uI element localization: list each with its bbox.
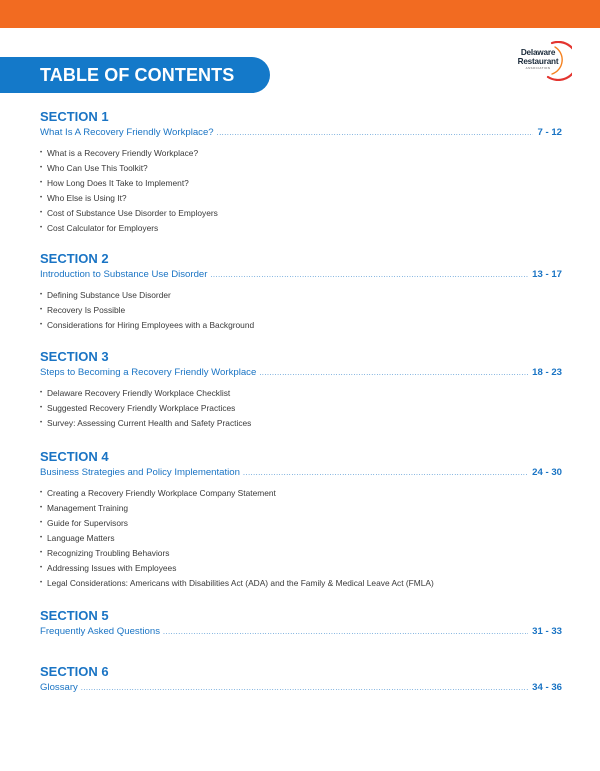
- section-heading: SECTION 2: [40, 251, 109, 266]
- dot-leader: [243, 470, 528, 477]
- list-item: • Suggested Recovery Friendly Workplace Practices: [40, 401, 562, 416]
- section-3: [40, 349, 562, 431]
- toc-entry-pages: 31 - 33: [532, 626, 562, 637]
- list-item: • Addressing Issues with Employees: [40, 561, 562, 576]
- toc-entry-title: Introduction to Substance Use Disorder: [40, 269, 208, 280]
- list-item: • What is a Recovery Friendly Workplace?: [40, 146, 562, 161]
- toc-entry-pages: 24 - 30: [532, 467, 562, 478]
- section-1: [40, 109, 562, 236]
- toc-entry-pages: 13 - 17: [532, 269, 562, 280]
- list-item: • Management Training: [40, 501, 562, 516]
- subtopic-list: [40, 386, 562, 431]
- list-item: • Guide for Supervisors: [40, 516, 562, 531]
- toc-entry-section-4[interactable]: [40, 467, 562, 483]
- logo-text-line1: Delaware: [520, 48, 556, 57]
- list-item: • Who Else is Using It?: [40, 191, 562, 206]
- section-heading: SECTION 1: [40, 109, 109, 124]
- subtopic-list: [40, 146, 562, 236]
- dot-leader: [163, 629, 528, 636]
- list-item: • Defining Substance Use Disorder: [40, 288, 562, 303]
- list-item: • Survey: Assessing Current Health and Safety Practices: [40, 416, 562, 431]
- toc-entry-pages: 7 - 12: [537, 127, 562, 138]
- toc-entry-title: Steps to Becoming a Recovery Friendly Workplace: [40, 367, 257, 378]
- toc-entry-section-6[interactable]: [40, 682, 562, 698]
- toc-entry-pages: 18 - 23: [532, 367, 562, 378]
- list-item: • Language Matters: [40, 531, 562, 546]
- toc-entry-title: Business Strategies and Policy Implementation: [40, 467, 240, 478]
- toc-entry-pages: 34 - 36: [532, 682, 562, 693]
- dot-leader: [217, 130, 534, 137]
- section-heading: SECTION 3: [40, 349, 109, 364]
- page-title: TABLE OF CONTENTS: [40, 65, 235, 85]
- list-item: • Delaware Recovery Friendly Workplace Checklist: [40, 386, 562, 401]
- section-heading: SECTION 4: [40, 449, 109, 464]
- toc-entry-section-2[interactable]: [40, 269, 562, 285]
- logo-text-line2: Restaurant: [517, 57, 559, 66]
- list-item: • How Long Does It Take to Implement?: [40, 176, 562, 191]
- section-heading: SECTION 5: [40, 608, 109, 623]
- subtopic-list: [40, 288, 562, 333]
- top-orange-bar: [0, 0, 600, 28]
- toc-entry-title: Glossary: [40, 682, 78, 693]
- section-4: [40, 449, 562, 591]
- list-item: • Recovery Is Possible: [40, 303, 562, 318]
- section-heading: SECTION 6: [40, 664, 109, 679]
- logo-text-line3: ASSOCIATION: [525, 66, 551, 70]
- subtopic-list: [40, 486, 562, 591]
- delaware-restaurant-association-logo: [508, 41, 572, 81]
- dot-leader: [81, 685, 528, 692]
- toc-entry-section-1[interactable]: [40, 127, 562, 143]
- list-item: • Considerations for Hiring Employees with a Background: [40, 318, 562, 333]
- dot-leader: [259, 370, 528, 377]
- list-item: • Who Can Use This Toolkit?: [40, 161, 562, 176]
- toc-entry-title: Frequently Asked Questions: [40, 626, 160, 637]
- section-2: [40, 251, 562, 333]
- toc-entry-section-3[interactable]: [40, 367, 562, 383]
- section-5: [40, 608, 562, 642]
- list-item: • Cost of Substance Use Disorder to Employers: [40, 206, 562, 221]
- toc-entry-title: What Is A Recovery Friendly Workplace?: [40, 127, 214, 138]
- section-6: [40, 664, 562, 698]
- list-item: • Recognizing Troubling Behaviors: [40, 546, 562, 561]
- list-item: • Legal Considerations: Americans with Disabilities Act (ADA) and the Family & Medical Leave Act (FMLA): [40, 576, 562, 591]
- toc-entry-section-5[interactable]: [40, 626, 562, 642]
- list-item: • Cost Calculator for Employers: [40, 221, 562, 236]
- list-item: • Creating a Recovery Friendly Workplace Company Statement: [40, 486, 562, 501]
- dot-leader: [210, 272, 528, 279]
